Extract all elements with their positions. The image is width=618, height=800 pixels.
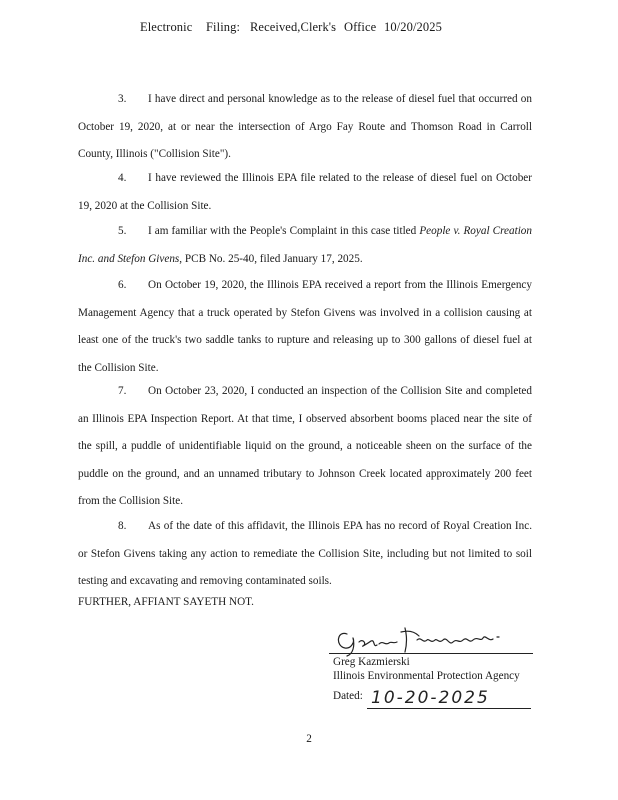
signer-agency: Illinois Environmental Protection Agency (333, 670, 520, 682)
signer-name: Greg Kazmierski (333, 656, 410, 668)
paragraph-8 (78, 513, 532, 596)
date-line (367, 708, 531, 709)
header-received-clerks: Received,Clerk's (250, 20, 337, 34)
header-office: Office (344, 20, 377, 34)
paragraph-number: 4. (118, 172, 127, 184)
paragraph-4 (78, 165, 532, 220)
paragraph-text: I am familiar with the People's Complaint in this case titled (148, 225, 420, 237)
paragraph-text: On October 19, 2020, the Illinois EPA received a report from the Illinois Emergency Management Agency that a truck operated by Stefon Givens was involved in a collision causing at least one of the truck's two saddle tanks to rupture and releasing up to 300 gallons of diesel fuel at the Collision Site. (78, 279, 532, 374)
paragraph-text: On October 23, 2020, I conducted an inspection of the Collision Site and completed an Illinois EPA Inspection Report. At that time, I observed absorbent booms placed near the site of the spill, a puddle of unidentifiable liquid on the ground, a noticeable sheen on the surface of the puddle on the ground, and an unnamed tributary to Johnson Creek located approximately 200 feet from the Collision Site. (78, 385, 532, 507)
paragraph-text: I have direct and personal knowledge as to the release of diesel fuel that occurred on October 19, 2020, at or near the intersection of Argo Fay Route and Thomson Road in Carroll County, Illinois ("Collision Site"). (78, 93, 532, 160)
paragraph-text: As of the date of this affidavit, the Illinois EPA has no record of Royal Creation Inc. or Stefon Givens taking any action to remediate the Collision Site, including but not limited to soil testing and excavating and removing contaminated soils. (78, 520, 532, 587)
paragraph-5 (78, 218, 532, 273)
header-filing: Filing: (206, 20, 241, 34)
paragraph-number: 8. (118, 520, 127, 532)
header-electronic: Electronic (140, 20, 193, 34)
header-date: 10/20/2025 (384, 20, 442, 34)
paragraph-3 (78, 86, 532, 169)
paragraph-text: I have reviewed the Illinois EPA file related to the release of diesel fuel on October 19, 2020 at the Collision Site. (78, 172, 532, 212)
paragraph-text: , PCB No. 25-40, filed January 17, 2025. (179, 252, 363, 265)
dated-label: Dated: (333, 690, 363, 702)
handwritten-date: 10-20-2025 (371, 688, 490, 708)
case-title: People v. Royal Creation Inc. and Stefon Givens (78, 225, 532, 265)
page-number: 2 (306, 733, 312, 745)
paragraph-7 (78, 378, 532, 516)
paragraph-number: 5. (118, 225, 127, 237)
paragraph-number: 6. (118, 279, 127, 291)
signature-line (329, 653, 533, 654)
paragraph-6 (78, 272, 532, 382)
paragraph-number: 7. (118, 385, 127, 397)
electronic-filing-header (0, 20, 618, 40)
paragraph-number: 3. (118, 93, 127, 105)
further-affiant-statement: FURTHER, AFFIANT SAYETH NOT. (78, 596, 254, 608)
